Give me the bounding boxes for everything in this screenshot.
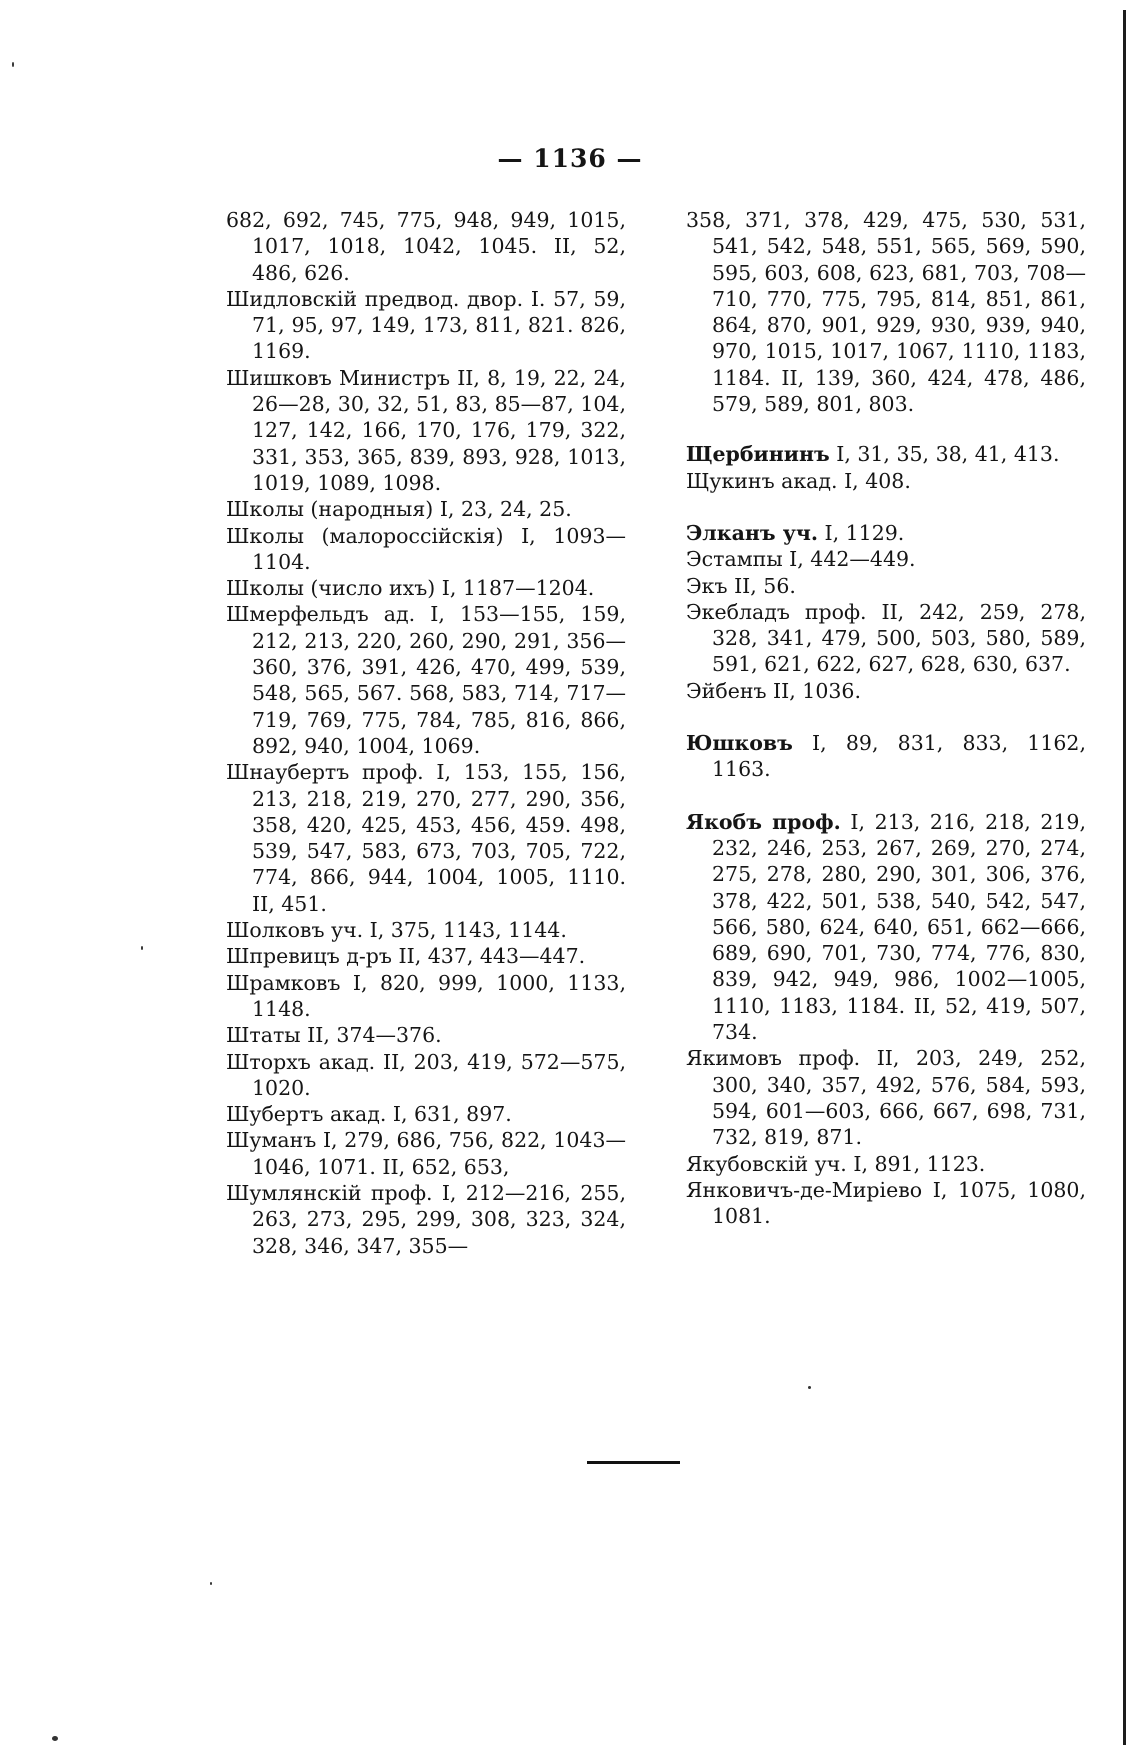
entry-heading: Щукинъ акад. <box>686 468 838 493</box>
entry-heading: Шпревицъ д-ръ <box>226 944 392 969</box>
entry-pages: I, 212—216, 255, 263, 273, 295, 299, 308, 323, 324, 328, 346, 347, 355— <box>252 1180 626 1258</box>
index-entry <box>226 1022 626 1048</box>
entry-pages: I, 820, 999, 1000, 1133, 1148. <box>252 970 626 1021</box>
entry-heading: Экъ <box>686 573 728 598</box>
entry-heading: Якобъ проф. <box>686 809 841 834</box>
entry-heading: Шмерфельдъ ад. <box>226 602 416 627</box>
letter-section-gap <box>686 704 1086 730</box>
index-entry <box>226 759 626 917</box>
index-entry <box>686 573 1086 599</box>
entry-pages: I, 442—449. <box>782 547 916 572</box>
page-number: — 1136 — <box>497 144 643 173</box>
entry-pages: I, 1093—1104. <box>252 523 626 574</box>
index-entry <box>226 1180 626 1259</box>
entry-heading: Школы (число ихъ) <box>226 576 436 601</box>
entry-heading: Щербининъ <box>686 442 830 467</box>
index-column-left <box>226 207 626 1259</box>
entry-pages: I. 57, 59, 71, 95, 97, 149, 173, 811, 821. 826, 1169. <box>252 286 626 364</box>
entry-pages: I, 89, 831, 833, 1162, 1163. <box>712 731 1086 782</box>
index-entry <box>686 207 1086 417</box>
entry-heading: Шрамковъ <box>226 970 341 995</box>
letter-section-gap <box>686 494 1086 520</box>
entry-pages: I, 891, 1123. <box>846 1151 986 1176</box>
entry-heading: Шубертъ акад. <box>226 1102 387 1127</box>
entry-pages: II, 437, 443—447. <box>391 944 586 969</box>
entry-heading: Шнаубертъ проф. <box>226 760 424 785</box>
index-entry <box>226 1101 626 1127</box>
entry-heading: Шторхъ акад. <box>226 1049 376 1074</box>
index-entry <box>226 575 626 601</box>
index-entry <box>686 599 1086 678</box>
print-speck <box>12 62 14 67</box>
entry-pages: I, 1075, 1080, 1081. <box>712 1177 1086 1229</box>
entry-heading: Якимовъ проф. <box>686 1046 861 1071</box>
entry-heading: Янковичъ-де-Миріево <box>686 1177 923 1202</box>
entry-heading: Экебладъ проф. <box>686 599 867 624</box>
entry-pages: II, 56. <box>727 573 796 598</box>
entry-pages: I, 408. <box>837 468 911 493</box>
index-entry <box>686 1177 1086 1230</box>
entry-pages: I, 631, 897. <box>386 1102 512 1127</box>
index-entry <box>686 1045 1086 1150</box>
entry-pages: I, 1129. <box>817 520 905 545</box>
entry-heading: Штаты <box>226 1023 301 1048</box>
entry-pages: I, 1187—1204. <box>435 576 595 601</box>
page-edge-line <box>1123 10 1126 1745</box>
entry-pages: I, 31, 35, 38, 41, 413. <box>829 442 1060 467</box>
index-column-right <box>686 207 1086 1229</box>
index-entry <box>226 917 626 943</box>
entry-heading: Шолковъ уч. <box>226 918 364 943</box>
entry-pages: I, 23, 24, 25. <box>433 497 572 522</box>
entry-pages: II, 242, 259, 278, 328, 341, 479, 500, 503, 580, 589, 591, 621, 622, 627, 628, 630, 637. <box>712 599 1086 677</box>
entry-heading: Шишковъ Министръ <box>226 365 451 390</box>
entry-heading: Юшковъ <box>686 731 793 756</box>
index-entry <box>226 523 626 576</box>
print-speck <box>52 1736 58 1741</box>
entry-pages: I, 375, 1143, 1144. <box>363 918 567 943</box>
index-entry <box>226 1049 626 1102</box>
entry-heading: Эйбенъ <box>686 678 767 703</box>
entry-heading: Шуманъ <box>226 1128 317 1153</box>
letter-section-gap <box>686 783 1086 809</box>
index-entry <box>226 970 626 1023</box>
entry-pages: I, 213, 216, 218, 219, 232, 246, 253, 267, 269, 270, 274, 275, 278, 280, 290, 301, 306, 376, 378, 422, 501, 538, 540, 542, 547, 566, 580, 624, 640, 651, 662—666, 689, 690, 701, 730, 774, 776, 830, 839, 942, 949, 986, 1002—1005, 1110, 1183, 1184. II, 52, 419, 507, 734. <box>712 809 1086 1045</box>
entry-heading: Эстампы <box>686 547 783 572</box>
entry-heading: Якубовскій уч. <box>686 1151 847 1176</box>
index-entry <box>686 546 1086 572</box>
entry-heading: Элканъ уч. <box>686 520 818 545</box>
entry-pages: 358, 371, 378, 429, 475, 530, 531, 541, 542, 548, 551, 565, 569, 590, 595, 603, 608, 623, 681, 703, 708—710, 770, 775, 795, 814, 851, 861, 864, 870, 901, 929, 930, 939, 940, 970, 1015, 1017, 1067, 1110, 1183, 1184. II, 139, 360, 424, 478, 486, 579, 589, 801, 803. <box>686 208 1086 417</box>
index-entry <box>226 365 626 496</box>
entry-pages: II, 203, 249, 252, 300, 340, 357, 492, 576, 584, 593, 594, 601—603, 666, 667, 698, 731, 732, 819, 871. <box>712 1046 1086 1150</box>
index-entry <box>686 441 1086 467</box>
index-entry <box>686 678 1086 704</box>
index-entry <box>226 1127 626 1180</box>
index-entry <box>686 809 1086 1046</box>
entry-pages: II, 8, 19, 22, 24, 26—28, 30, 32, 51, 83, 85—87, 104, 127, 142, 166, 170, 176, 179, 322, 331, 353, 365, 839, 893, 928, 1013, 1019, 1089, 1098. <box>252 365 626 495</box>
index-entry <box>686 468 1086 494</box>
index-entry <box>226 286 626 365</box>
entry-pages: 682, 692, 745, 775, 948, 949, 1015, 1017, 1018, 1042, 1045. II, 52, 486, 626. <box>226 208 626 285</box>
entry-heading: Шидловскій предвод. двор. <box>226 286 524 311</box>
entry-pages: II, 203, 419, 572—575, 1020. <box>252 1049 626 1100</box>
index-entry <box>686 520 1086 546</box>
print-speck <box>808 1386 811 1389</box>
print-speck <box>141 946 143 950</box>
entry-heading: Школы (народныя) <box>226 497 434 522</box>
letter-section-gap <box>686 417 1086 441</box>
entry-pages: II, 374—376. <box>300 1023 442 1048</box>
closing-rule <box>587 1461 680 1464</box>
entry-heading: Шумлянскій проф. <box>226 1180 433 1205</box>
entry-pages: I, 153—155, 159, 212, 213, 220, 260, 290, 291, 356—360, 376, 391, 426, 470, 499, 539, 548, 565, 567. 568, 583, 714, 717—719, 769, 775, 784, 785, 816, 866, 892, 940, 1004, 1069. <box>252 602 626 758</box>
entry-pages: I, 153, 155, 156, 213, 218, 219, 270, 277, 290, 356, 358, 420, 425, 453, 456, 459. 498, 539, 547, 583, 673, 703, 705, 722, 774, 866, 944, 1004, 1005, 1110. II, 451. <box>252 760 626 916</box>
entry-pages: II, 1036. <box>766 678 861 703</box>
index-entry <box>686 1151 1086 1177</box>
index-entry <box>226 601 626 759</box>
print-speck <box>210 1582 212 1585</box>
entry-pages: I, 279, 686, 756, 822, 1043—1046, 1071. II, 652, 653, <box>252 1128 626 1179</box>
index-entry <box>686 730 1086 783</box>
index-entry <box>226 943 626 969</box>
entry-heading: Школы (малороссійскія) <box>226 523 504 548</box>
index-entry <box>226 207 626 286</box>
index-entry <box>226 496 626 522</box>
